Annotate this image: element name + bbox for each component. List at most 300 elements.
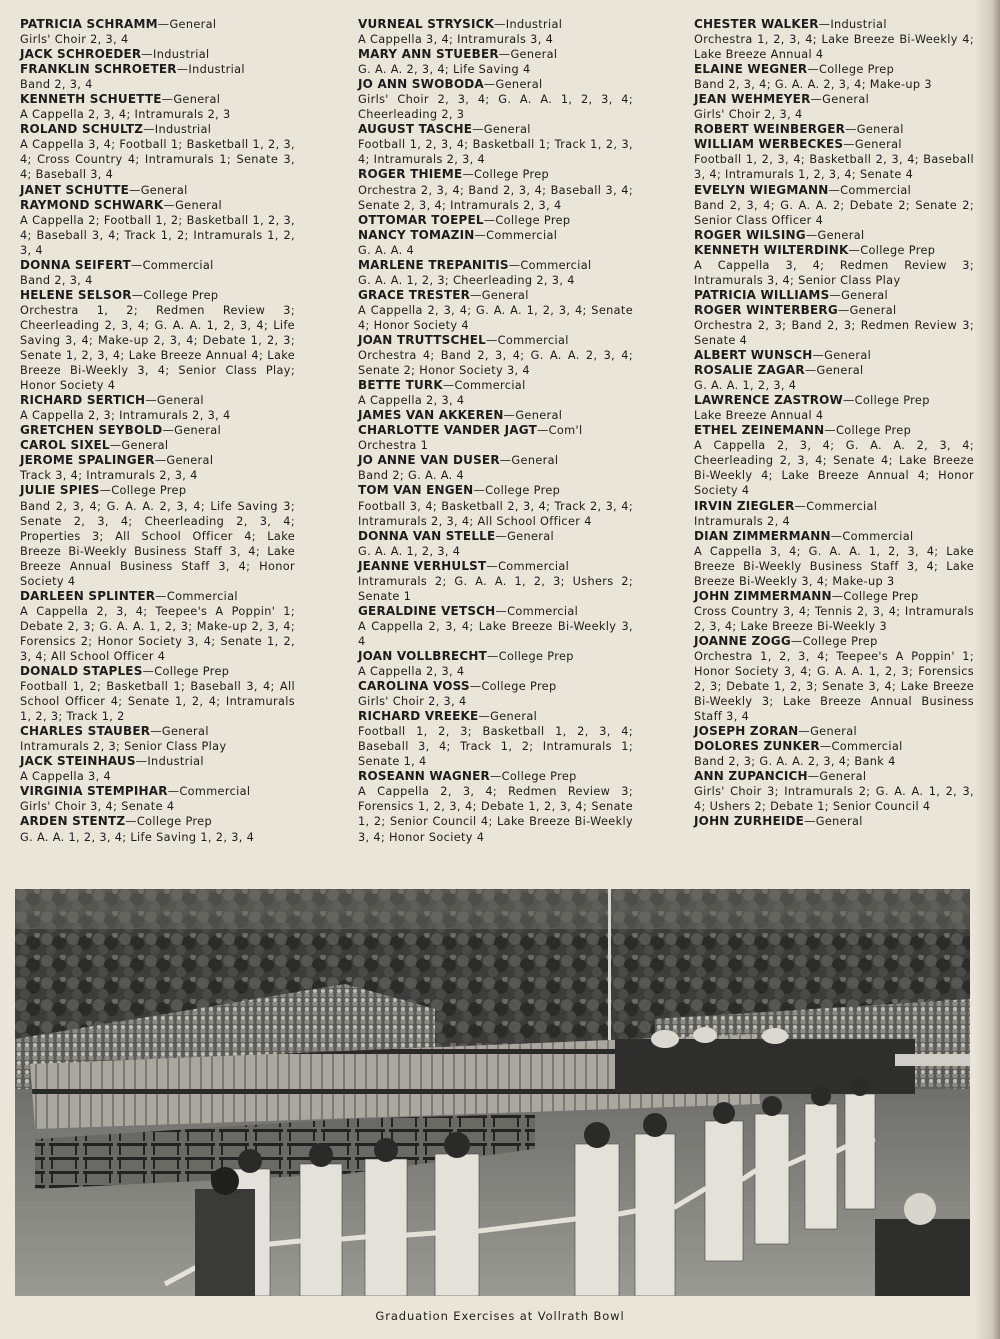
senior-activities: A Cappella 2; Football 1, 2; Basketball 1, 2, 3, 4; Baseball 3, 4; Track 1, 2; Intramurals 1, 2, 3, 4 — [20, 213, 295, 257]
senior-activities: Girls' Choir 2, 3, 4 — [20, 33, 129, 47]
em-dash: — — [473, 484, 486, 498]
senior-course: General — [849, 303, 897, 317]
senior-course: Commercial — [831, 740, 903, 754]
em-dash: — — [462, 168, 474, 182]
senior-entry — [358, 604, 633, 649]
senior-course: General — [817, 228, 865, 242]
em-dash: — — [837, 303, 850, 317]
senior-course: General — [854, 138, 902, 152]
senior-name: DONNA SEIFERT — [20, 257, 131, 272]
senior-activities: Orchestra 1, 2, 3, 4; Lake Breeze Bi-Weekly 4; Lake Breeze Annual 4 — [694, 33, 974, 62]
em-dash: — — [176, 63, 189, 77]
em-dash: — — [472, 123, 484, 137]
em-dash: — — [499, 454, 512, 468]
senior-name: CHARLES STAUBER — [20, 724, 151, 739]
senior-course: General — [515, 409, 563, 423]
senior-course: College Prep — [495, 213, 571, 227]
senior-entry — [358, 333, 633, 378]
senior-entry — [358, 167, 633, 212]
senior-name: VURNEAL STRYSICK — [358, 17, 495, 31]
senior-name: PATRICIA WILLIAMS — [694, 287, 830, 302]
senior-name: TOM VAN ENGEN — [358, 483, 474, 498]
senior-course: General — [156, 394, 204, 408]
senior-name: ETHEL ZEINEMANN — [694, 423, 825, 438]
senior-entry — [358, 483, 633, 528]
em-dash: — — [143, 123, 155, 137]
page-binding-shadow — [974, 0, 1000, 1339]
senior-entry — [694, 288, 974, 303]
em-dash: — — [474, 228, 487, 242]
senior-course: General — [173, 93, 221, 107]
senior-entry — [358, 122, 633, 167]
senior-activities: Orchestra 1 — [358, 439, 429, 453]
senior-activities: A Cappella 2, 3, 4; G. A. A. 2, 3, 4; Cheerleading 2, 3, 4; Senate 4; Lake Breeze Bi-Weekly 4; Lake Breeze Annual 4; Honor Society 4 — [694, 439, 974, 498]
em-dash: — — [807, 770, 820, 784]
senior-entry — [694, 228, 974, 243]
senior-activities: Track 3, 4; Intramurals 2, 3, 4 — [20, 469, 198, 483]
em-dash: — — [486, 333, 498, 347]
senior-course: Industrial — [188, 63, 245, 77]
senior-course: General — [510, 48, 558, 62]
senior-name: JEANNE VERHULST — [358, 558, 487, 573]
em-dash: — — [129, 183, 141, 197]
senior-name: JOHN ZURHEIDE — [694, 814, 805, 829]
senior-entry — [358, 769, 633, 844]
senior-entry — [358, 679, 633, 709]
senior-activities: Orchestra 2, 3; Band 2, 3; Redmen Review 3; Senate 4 — [694, 318, 974, 347]
senior-activities: Band 2, 3, 4; G. A. A. 2, 3, 4; Life Saving 3; Senate 2, 3, 4; Cheerleading 2, 3, 4; Properties 3; All School Officer 4; Lake Breeze Bi-Weekly Business Staff 3, 4; Lake Breeze Annual Business Staff 3, 4; Honor Society 4 — [20, 499, 295, 588]
senior-activities: Band 2, 3, 4 — [20, 273, 93, 287]
senior-entry — [20, 258, 295, 288]
senior-name: RICHARD VREEKE — [358, 709, 479, 724]
senior-entry — [694, 499, 974, 529]
senior-entry — [20, 288, 295, 393]
em-dash: — — [790, 634, 803, 648]
senior-activities: Orchestra 4; Band 2, 3, 4; G. A. A. 2, 3, 4; Senate 2; Honor Society 3, 4 — [358, 349, 633, 378]
senior-course: General — [175, 198, 223, 212]
em-dash: — — [486, 559, 499, 573]
senior-entry — [694, 122, 974, 137]
senior-course: Commercial — [507, 604, 579, 618]
em-dash: — — [794, 499, 807, 513]
senior-activities: A Cappella 2, 3, 4 — [358, 665, 465, 679]
senior-activities: A Cappella 2, 3, 4; Intramurals 2, 3 — [20, 108, 231, 122]
senior-name: FRANKLIN SCHROETER — [20, 62, 177, 77]
senior-entry — [694, 303, 974, 348]
senior-entry — [20, 754, 295, 784]
senior-course: General — [140, 183, 188, 197]
senior-activities: A Cappella 2, 3, 4 — [358, 394, 465, 408]
senior-name: ELAINE WEGNER — [694, 62, 808, 77]
em-dash: — — [830, 529, 843, 543]
senior-name: CAROLINA VOSS — [358, 679, 470, 694]
em-dash: — — [125, 815, 137, 829]
em-dash: — — [845, 123, 857, 137]
senior-entry — [358, 649, 633, 679]
em-dash: — — [162, 424, 175, 438]
senior-course: General — [483, 123, 531, 137]
senior-name: AUGUST TASCHE — [358, 122, 473, 137]
senior-name: JEAN WEHMEYER — [694, 92, 811, 107]
senior-activities: Lake Breeze Annual 4 — [694, 409, 824, 423]
em-dash: — — [478, 710, 491, 724]
senior-course: General — [174, 424, 222, 438]
senior-entry — [694, 529, 974, 589]
senior-course: College Prep — [498, 649, 574, 663]
senior-entry — [20, 483, 295, 588]
em-dash: — — [812, 349, 825, 363]
senior-name: GRACE TRESTER — [358, 287, 471, 302]
senior-entry — [694, 363, 974, 393]
senior-name: DIAN ZIMMERMANN — [694, 528, 831, 543]
senior-activities: Girls' Choir 2, 3, 4 — [358, 695, 467, 709]
em-dash: — — [483, 213, 496, 227]
senior-course: Commercial — [179, 785, 251, 799]
senior-entry — [20, 438, 295, 453]
senior-name: IRVIN ZIEGLER — [694, 498, 795, 513]
senior-course: General — [507, 529, 555, 543]
em-dash: — — [508, 258, 521, 272]
senior-course: General — [495, 78, 543, 92]
em-dash: — — [498, 48, 511, 62]
senior-activities: G. A. A. 1, 2, 3, 4 — [694, 379, 797, 393]
senior-activities: Band 2, 3; G. A. A. 2, 3, 4; Bank 4 — [694, 755, 896, 769]
senior-activities: Intramurals 2, 3; Senior Class Play — [20, 740, 227, 754]
em-dash: — — [154, 454, 167, 468]
senior-name: ROLAND SCHULTZ — [20, 122, 144, 137]
senior-entry — [20, 724, 295, 754]
senior-course: College Prep — [860, 243, 936, 257]
senior-name: ANN ZUPANCICH — [694, 769, 808, 784]
em-dash: — — [442, 379, 455, 393]
em-dash: — — [810, 93, 823, 107]
senior-name: JO ANNE VAN DUSER — [358, 453, 500, 468]
senior-course: College Prep — [854, 394, 930, 408]
senior-name: JEROME SPALINGER — [20, 453, 155, 468]
senior-name: ROGER THIEME — [358, 167, 463, 182]
senior-activities: Band 2; G. A. A. 4 — [358, 469, 465, 483]
senior-entry — [20, 183, 295, 198]
senior-column-1 — [20, 17, 295, 845]
senior-entry — [20, 814, 295, 844]
senior-course: College Prep — [111, 484, 187, 498]
senior-activities: A Cappella 3, 4 — [20, 770, 112, 784]
em-dash: — — [807, 63, 820, 77]
senior-name: RAYMOND SCHWARK — [20, 197, 164, 212]
senior-activities: Girls' Choir 2, 3, 4 — [694, 108, 803, 122]
senior-name: ALBERT WUNSCH — [694, 348, 813, 363]
em-dash: — — [848, 243, 861, 257]
senior-name: JOAN TRUTTSCHEL — [358, 332, 487, 347]
senior-entry — [358, 47, 633, 77]
senior-name: ROBERT WEINBERGER — [694, 122, 846, 137]
em-dash: — — [804, 364, 817, 378]
em-dash: — — [161, 93, 174, 107]
senior-name: ROGER WINTERBERG — [694, 302, 838, 317]
senior-course: College Prep — [474, 168, 550, 182]
senior-entry — [358, 77, 633, 122]
senior-course: Industrial — [154, 123, 212, 137]
senior-name: KENNETH SCHUETTE — [20, 92, 162, 107]
senior-name: JANET SCHUTTE — [20, 182, 130, 197]
senior-entry — [358, 709, 633, 769]
em-dash: — — [167, 785, 180, 799]
senior-course: General — [810, 725, 858, 739]
senior-entry — [694, 62, 974, 92]
senior-activities: Orchestra 1, 2; Redmen Review 3; Cheerleading 2, 3, 4; G. A. A. 1, 2, 3, 4; Life Saving 3, 4; Make-up 2, 3, 4; Debate 1, 2, 3; Senate 1, 2, 3, 4; Lake Breeze Annual 4; Lake Breeze Bi-Weekly 3, 4; Senior Class Play; Honor Society 4 — [20, 303, 295, 393]
senior-activities: Band 2, 3, 4 — [20, 78, 93, 92]
senior-name: JULIE SPIES — [20, 483, 100, 498]
em-dash: — — [503, 409, 516, 423]
senior-activities: Football 3, 4; Basketball 2, 3, 4; Track 2, 3, 4; Intramurals 2, 3, 4; All School Officer 4 — [358, 499, 633, 528]
senior-course: General — [815, 815, 863, 829]
senior-entry — [20, 664, 295, 724]
em-dash: — — [798, 725, 811, 739]
em-dash: — — [829, 288, 842, 302]
senior-name: EVELYN WIEGMANN — [694, 182, 829, 197]
senior-entry — [20, 589, 295, 664]
senior-entry — [358, 288, 633, 333]
senior-course: General — [822, 93, 870, 107]
senior-entry — [694, 634, 974, 724]
em-dash: — — [828, 183, 841, 197]
senior-entry — [694, 589, 974, 634]
senior-entry — [694, 769, 974, 814]
senior-course: College Prep — [485, 484, 561, 498]
senior-entry — [358, 453, 633, 483]
senior-course: General — [121, 439, 169, 453]
em-dash: — — [536, 424, 549, 438]
senior-name: ROGER WILSING — [694, 227, 806, 242]
senior-activities: Band 2, 3, 4; G. A. A. 2, 3, 4; Make-up 3 — [694, 78, 932, 92]
em-dash: — — [489, 770, 502, 784]
senior-activities: A Cappella 3, 4; Football 1; Basketball 1, 2, 3, 4; Cross Country 4; Intramurals 1; Senate 3, 4; Baseball 3, 4 — [20, 138, 295, 182]
senior-course: Commercial — [806, 499, 878, 513]
senior-name: WILLIAM WERBECKES — [694, 137, 844, 152]
senior-name: JACK SCHROEDER — [20, 47, 142, 62]
senior-course: Industrial — [147, 755, 204, 769]
senior-name: DARLEEN SPLINTER — [20, 588, 156, 603]
senior-course: College Prep — [843, 589, 919, 603]
senior-entry — [20, 47, 295, 62]
em-dash: — — [141, 48, 154, 62]
em-dash: — — [145, 394, 157, 408]
senior-course: College Prep — [501, 770, 577, 784]
em-dash: — — [109, 439, 122, 453]
senior-entry — [20, 784, 295, 814]
senior-entry — [694, 724, 974, 739]
senior-course: General — [490, 710, 538, 724]
senior-entry — [694, 739, 974, 769]
senior-course: General — [841, 288, 889, 302]
senior-name: OTTOMAR TOEPEL — [358, 212, 484, 227]
senior-entry — [358, 378, 633, 408]
senior-course: College Prep — [143, 288, 219, 302]
senior-course: Commercial — [166, 589, 238, 603]
senior-name: ARDEN STENTZ — [20, 814, 126, 829]
senior-entry — [20, 17, 295, 47]
senior-course: General — [166, 454, 214, 468]
senior-activities: A Cappella 2, 3, 4; Redmen Review 3; Forensics 1, 2, 3, 4; Debate 1, 2, 3, 4; Senate 1, 2; Senior Council 4; Lake Breeze Bi-Weekly 3, 4; Honor Society 4 — [358, 785, 633, 844]
senior-course: General — [824, 349, 872, 363]
senior-name: GRETCHEN SEYBOLD — [20, 423, 163, 438]
senior-activities: Girls' Choir 3, 4; Senate 4 — [20, 800, 175, 814]
senior-entry — [20, 62, 295, 92]
senior-entry — [694, 92, 974, 122]
senior-entry — [358, 423, 633, 453]
senior-course: College Prep — [836, 424, 912, 438]
senior-name: JOHN ZIMMERMANN — [694, 588, 832, 603]
senior-column-2 — [358, 17, 633, 845]
senior-course: Commercial — [842, 529, 914, 543]
senior-course: Com'l — [548, 424, 583, 438]
photo-caption: Graduation Exercises at Vollrath Bowl — [375, 1309, 625, 1323]
senior-activities: Girls' Choir 3; Intramurals 2; G. A. A. 1, 2, 3, 4; Ushers 2; Debate 1; Senior Council 4 — [694, 785, 974, 814]
em-dash: — — [150, 725, 162, 739]
senior-course: General — [161, 725, 209, 739]
senior-course: College Prep — [136, 815, 212, 829]
senior-name: KENNETH WILTERDINK — [694, 242, 849, 257]
em-dash: — — [157, 18, 170, 31]
senior-entry — [20, 122, 295, 182]
senior-name: GERALDINE VETSCH — [358, 603, 496, 618]
senior-activities: A Cappella 2, 3, 4; G. A. A. 1, 2, 3, 4; Senate 4; Honor Society 4 — [358, 303, 633, 332]
senior-entry — [358, 258, 633, 288]
em-dash: — — [130, 258, 143, 272]
senior-course: Industrial — [153, 48, 210, 62]
senior-name: JACK STEINHAUS — [20, 754, 136, 769]
senior-activities: Cross Country 3, 4; Tennis 2, 3, 4; Intramurals 2, 3, 4; Lake Breeze Bi-Weekly 3 — [694, 604, 974, 633]
senior-entry — [694, 137, 974, 182]
senior-entry — [20, 453, 295, 483]
em-dash: — — [805, 228, 818, 242]
senior-course: General — [169, 18, 217, 31]
senior-activities: Orchestra 2, 3, 4; Band 2, 3, 4; Baseball 3, 4; Senate 2, 3, 4; Intramurals 2, 3, 4 — [358, 183, 633, 212]
senior-activities: G. A. A. 1, 2, 3, 4; Life Saving 1, 2, 3, 4 — [20, 830, 255, 844]
senior-course: Commercial — [142, 258, 214, 272]
senior-name: MARY ANN STUEBER — [358, 47, 499, 62]
senior-course: General — [511, 454, 559, 468]
senior-course: College Prep — [154, 665, 230, 679]
em-dash: — — [843, 138, 855, 152]
senior-activities: G. A. A. 4 — [358, 243, 415, 257]
senior-name: VIRGINIA STEMPIHAR — [20, 784, 168, 799]
em-dash: — — [495, 604, 508, 618]
senior-entry — [20, 92, 295, 122]
senior-activities: A Cappella 3, 4; Redmen Review 3; Intramurals 3, 4; Senior Class Play — [694, 258, 974, 287]
senior-name: DOLORES ZUNKER — [694, 739, 820, 754]
senior-course: Commercial — [520, 258, 592, 272]
senior-entry — [20, 423, 295, 438]
senior-name: CAROL SIXEL — [20, 438, 110, 453]
senior-name: NANCY TOMAZIN — [358, 227, 475, 242]
senior-entry — [694, 423, 974, 498]
senior-entry — [694, 814, 974, 829]
senior-course: College Prep — [802, 634, 878, 648]
senior-activities: Intramurals 2; G. A. A. 1, 2, 3; Ushers 2; Senate 1 — [358, 574, 633, 603]
senior-name: MARLENE TREPANITIS — [358, 257, 509, 272]
senior-name: BETTE TURK — [358, 378, 443, 393]
senior-entry — [694, 393, 974, 423]
em-dash: — — [469, 680, 482, 694]
senior-entry — [694, 348, 974, 363]
senior-entry — [358, 228, 633, 258]
senior-activities: G. A. A. 1, 2, 3, 4 — [358, 544, 461, 558]
senior-name: PATRICIA SCHRAMM — [20, 17, 158, 31]
senior-name: DONNA VAN STELLE — [358, 528, 496, 543]
senior-activities: Orchestra 1, 2, 3, 4; Teepee's A Poppin' 1; Honor Society 3, 4; G. A. A. 1, 2, 3; Forensics 2, 3; Debate 1, 2, 3; Senate 3, 4; Lake Breeze Bi-Weekly 3; Lake Breeze Annual Business Staff 3, 4 — [694, 649, 974, 724]
senior-entry — [358, 213, 633, 228]
senior-activities: Girls' Choir 2, 3, 4; G. A. A. 1, 2, 3, 4; Cheerleading 2, 3 — [358, 93, 633, 122]
senior-course: Commercial — [486, 228, 558, 242]
em-dash: — — [163, 198, 176, 212]
senior-course: Commercial — [498, 559, 570, 573]
senior-entry — [358, 408, 633, 423]
senior-activities: A Cappella 3, 4; Intramurals 3, 4 — [358, 33, 554, 47]
em-dash: — — [142, 665, 155, 679]
senior-entry — [358, 559, 633, 604]
senior-activities: Football 1, 2; Basketball 1; Baseball 3, 4; All School Officer 4; Senate 1, 2, 4; Intramurals 1, 2, 3; Track 1, 2 — [20, 680, 295, 724]
em-dash: — — [483, 78, 496, 92]
senior-activities: Intramurals 2, 4 — [694, 514, 790, 528]
senior-name: CHESTER WALKER — [694, 17, 819, 31]
senior-name: JO ANN SWOBODA — [358, 77, 484, 92]
em-dash: — — [494, 18, 506, 31]
senior-course: Commercial — [454, 379, 526, 393]
senior-activities: A Cappella 2, 3; Intramurals 2, 3, 4 — [20, 409, 231, 423]
senior-name: JOSEPH ZORAN — [694, 724, 799, 739]
senior-course: Industrial — [830, 18, 887, 31]
em-dash: — — [804, 815, 816, 829]
senior-course: College Prep — [481, 680, 557, 694]
senior-activities: Football 1, 2, 3, 4; Basketball 2, 3, 4; Baseball 3, 4; Intramurals 1, 2, 3, 4; Senate 4 — [694, 153, 974, 182]
senior-name: ROSEANN WAGNER — [358, 769, 490, 784]
em-dash: — — [470, 288, 482, 302]
em-dash: — — [135, 755, 148, 769]
senior-activities: A Cappella 2, 3, 4; Lake Breeze Bi-Weekly 3, 4 — [358, 619, 633, 648]
senior-course: General — [856, 123, 904, 137]
senior-course: General — [816, 364, 864, 378]
senior-name: DONALD STAPLES — [20, 664, 143, 679]
senior-name: JOANNE ZOGG — [694, 633, 791, 648]
em-dash: — — [818, 18, 831, 31]
em-dash: — — [487, 649, 499, 663]
senior-course: General — [819, 770, 867, 784]
em-dash: — — [155, 589, 167, 603]
senior-name: RICHARD SERTICH — [20, 393, 146, 408]
senior-activities: A Cappella 2, 3, 4; Teepee's A Poppin' 1; Debate 2, 3; G. A. A. 1, 2, 3; Make-up 2, 3, 4; Forensics 2; Honor Society 3, 4; Senate 1, 2, 3, 4; All School Officer 4 — [20, 604, 295, 663]
senior-name: JAMES VAN AKKEREN — [358, 408, 504, 423]
senior-course: Industrial — [505, 18, 563, 31]
senior-entry — [694, 243, 974, 288]
senior-course: Commercial — [497, 333, 569, 347]
senior-activities: Football 1, 2, 3; Basketball 1, 2, 3, 4; Baseball 3, 4; Track 1, 2; Intramurals 1; Senate 1, 4 — [358, 725, 633, 769]
senior-name: HELENE SELSOR — [20, 287, 132, 302]
senior-name: ROSALIE ZAGAR — [694, 363, 805, 378]
senior-course: Commercial — [840, 183, 912, 197]
em-dash: — — [495, 529, 508, 543]
senior-course: General — [481, 288, 529, 302]
em-dash: — — [819, 740, 832, 754]
senior-name: LAWRENCE ZASTROW — [694, 393, 843, 408]
senior-column-3 — [694, 17, 974, 830]
senior-entry — [358, 529, 633, 559]
em-dash: — — [131, 288, 144, 302]
graduation-photo — [15, 889, 970, 1296]
senior-activities: A Cappella 3, 4; G. A. A. 1, 2, 3, 4; Lake Breeze Bi-Weekly Business Staff 3, 4; Lake Breeze Bi-Weekly 3, 4; Make-up 3 — [694, 544, 974, 588]
senior-name: JOAN VOLLBRECHT — [358, 648, 488, 663]
senior-name: CHARLOTTE VANDER JAGT — [358, 423, 537, 438]
